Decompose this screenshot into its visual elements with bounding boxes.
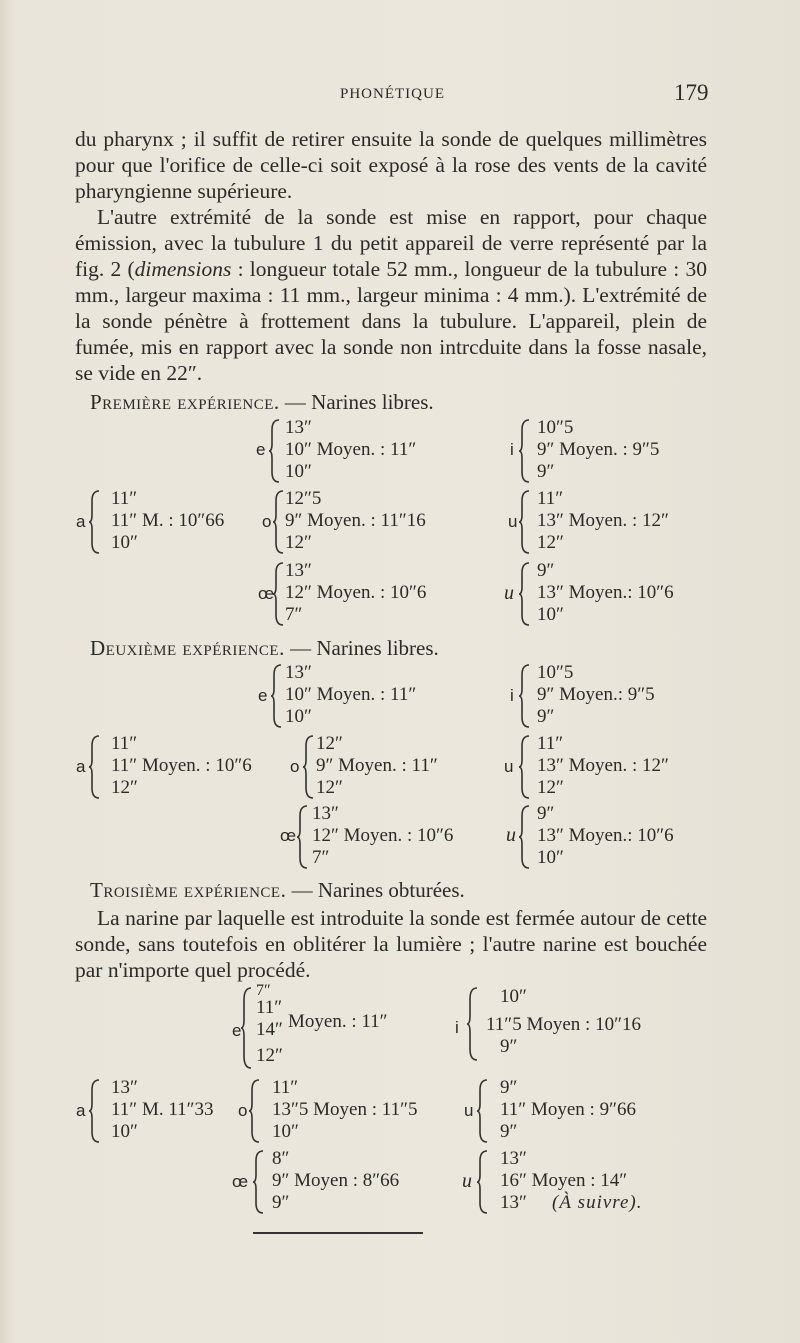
exp2-u-italic-brace [518, 804, 532, 870]
exp3-i-line2: 11″5 Moyen : 10″16 [486, 1014, 641, 1035]
exp3-u-italic-label: u [462, 1170, 472, 1192]
exp2-u-italic-line1: 9″ [537, 803, 555, 824]
exp1-o-label: o [262, 512, 272, 531]
exp3-u-line3: 9″ [500, 1121, 518, 1142]
exp2-a-line3: 12″ [111, 777, 138, 798]
exp1-e-line2: 10″ Moyen. : 11″ [285, 439, 417, 460]
exp1-oe-line3: 7″ [285, 604, 303, 625]
exp3-oe-line2: 9″ Moyen : 8″66 [272, 1170, 400, 1191]
exp2-u-italic-line3: 10″ [537, 847, 564, 868]
exp1-u-line1: 11″ [537, 488, 564, 509]
exp2-o-brace [302, 734, 316, 800]
exp3-o-brace [248, 1078, 262, 1144]
exp2-a-label: a [76, 757, 86, 776]
exp3-i-line3: 9″ [500, 1036, 518, 1057]
exp2-oe-label: œ [280, 826, 297, 845]
exp3-u-line2: 11″ Moyen : 9″66 [500, 1099, 636, 1120]
exp1-u-italic-line1: 9″ [537, 560, 555, 581]
exp2-e-label: e [258, 686, 268, 705]
exp2-oe-line2: 12″ Moyen. : 10″6 [312, 825, 454, 846]
exp1-i-line2: 9″ Moyen. : 9″5 [537, 439, 660, 460]
experiment-2-heading: Deuxième expérience. — Narines libres. [90, 636, 439, 660]
exp1-o-brace [272, 489, 286, 555]
exp2-e-line2: 10″ Moyen. : 11″ [285, 684, 417, 705]
page-number: 179 [674, 80, 709, 105]
exp3-a-line2: 11″ M. 11″33 [111, 1099, 214, 1120]
exp3-u-brace [476, 1078, 490, 1144]
exp2-e-line3: 10″ [285, 706, 312, 727]
exp1-u-line2: 13″ Moyen. : 12″ [537, 510, 669, 531]
exp3-e-line2a: 14″ [256, 1019, 283, 1040]
exp2-o-line1: 12″ [316, 733, 343, 754]
exp1-oe-line1: 13″ [285, 560, 312, 581]
experiment-1-heading: Première expérience. — Narines libres. [90, 390, 434, 414]
exp2-u-line3: 12″ [537, 777, 564, 798]
exp3-a-label: a [76, 1101, 86, 1120]
exp2-i-line1: 10″5 [537, 662, 574, 683]
exp1-a-line1: 11″ [111, 488, 138, 509]
running-head: PHONÉTIQUE [340, 86, 445, 102]
exp3-a-line3: 10″ [111, 1121, 138, 1142]
paragraph-3: La narine par laquelle est introduite la sonde est fermée autour de cette sonde, sans toutefois en oblitérer la lumière ; l'autre narine est bouchée par n'importe quel procédé. [75, 906, 707, 982]
exp3-oe-label: œ [232, 1172, 249, 1191]
exp1-u-italic-brace [518, 561, 532, 627]
exp2-i-line3: 9″ [537, 706, 555, 727]
exp3-a-line1: 13″ [111, 1077, 138, 1098]
exp1-i-brace [518, 418, 532, 484]
exp1-a-label: a [76, 512, 86, 531]
exp1-e-line1: 13″ [285, 417, 312, 438]
exp3-u-italic-line2: 16″ Moyen : 14″ [500, 1170, 628, 1191]
exp1-u-italic-line2: 13″ Moyen.: 10″6 [537, 582, 674, 603]
exp1-o-line1: 12″5 [285, 488, 322, 509]
paragraph-2: L'autre extrémité de la sonde est mise en rapport, pour chaque émission, avec la tubulure 1 du petit appareil de verre représenté par la fig. 2 (dimensions : longueur totale 52 mm., longueur de la tubulure : 30 mm., largeur maxima : 11 mm., largeur minima : 4 mm.). L'extrémité de la sonde pénètre à frottement dans la tubulure. L'appareil, plein de fumée, mis en rapport avec la sonde non intrcduite dans la fosse nasale, se vide en 22″. [75, 205, 707, 385]
exp1-u-line3: 12″ [537, 532, 564, 553]
exp1-i-line1: 10″5 [537, 417, 574, 438]
body-text-top [75, 126, 707, 386]
exp1-a-brace [88, 489, 102, 555]
exp2-i-label: i [510, 686, 514, 705]
exp1-a-line3: 10″ [111, 532, 138, 553]
exp3-a-brace [88, 1078, 102, 1144]
exp2-u-label: u [504, 757, 514, 776]
exp2-i-brace [518, 663, 532, 729]
exp1-e-brace [268, 418, 282, 484]
exp1-a-line2: 11″ M. : 10″66 [111, 510, 225, 531]
exp2-oe-line3: 7″ [312, 847, 330, 868]
exp3-oe-line1: 8″ [272, 1148, 290, 1169]
exp3-u-italic-line1: 13″ [500, 1148, 527, 1169]
page-header [0, 80, 800, 110]
exp2-e-line1: 13″ [285, 662, 312, 683]
exp3-o-label: o [238, 1101, 248, 1120]
exp3-o-line1: 11″ [272, 1077, 299, 1098]
exp1-u-italic-line3: 10″ [537, 604, 564, 625]
exp2-u-line1: 11″ [537, 733, 564, 754]
to-be-continued: (À suivre). [552, 1192, 643, 1213]
exp1-o-line3: 12″ [285, 532, 312, 553]
exp3-i-brace [466, 986, 480, 1062]
exp3-u-label: u [464, 1101, 474, 1120]
exp2-e-brace [270, 663, 284, 729]
exp3-e-line2b: Moyen. : 11″ [288, 1011, 388, 1032]
exp2-oe-line1: 13″ [312, 803, 339, 824]
exp3-e-brace [240, 986, 254, 1070]
exp1-oe-line2: 12″ Moyen. : 10″6 [285, 582, 427, 603]
exp3-o-line3: 10″ [272, 1121, 299, 1142]
exp3-oe-line3: 9″ [272, 1192, 290, 1213]
exp3-e-line1: 11″ [256, 997, 283, 1018]
exp3-e-line3: 12″ [256, 1045, 283, 1066]
exp2-a-brace [88, 734, 102, 800]
exp3-oe-brace [252, 1149, 266, 1215]
exp2-o-line2: 9″ Moyen. : 11″ [316, 755, 438, 776]
exp3-o-line2: 13″5 Moyen : 11″5 [272, 1099, 418, 1120]
paragraph-1: du pharynx ; il suffit de retirer ensuite la sonde de quelques millimètres pour que l'orifice de celle-ci soit exposé à la rose des vents de la cavité pharyngienne supérieure. [75, 127, 707, 203]
exp3-u-line1: 9″ [500, 1077, 518, 1098]
exp1-u-italic-label: u [504, 582, 514, 604]
exp2-u-brace [518, 734, 532, 800]
exp1-e-label: e [256, 440, 266, 459]
exp3-u-italic-brace [476, 1149, 490, 1215]
exp3-e-line0: 7″ [256, 982, 271, 999]
exp1-i-line3: 9″ [537, 461, 555, 482]
exp2-u-line2: 13″ Moyen. : 12″ [537, 755, 669, 776]
experiment-3-heading: Troisième expérience. — Narines obturées. [90, 878, 465, 902]
exp1-o-line2: 9″ Moyen. : 11″16 [285, 510, 426, 531]
exp1-u-label: u [508, 512, 518, 531]
exp2-i-line2: 9″ Moyen.: 9″5 [537, 684, 655, 705]
exp2-a-line1: 11″ [111, 733, 138, 754]
exp2-u-italic-label: u [506, 824, 516, 846]
exp3-i-label: i [455, 1018, 459, 1037]
exp2-o-label: o [290, 757, 300, 776]
exp1-e-line3: 10″ [285, 461, 312, 482]
section-rule [253, 1232, 423, 1234]
exp2-oe-brace [296, 804, 310, 870]
exp2-o-line3: 12″ [316, 777, 343, 798]
exp2-u-italic-line2: 13″ Moyen.: 10″6 [537, 825, 674, 846]
exp1-i-label: i [510, 440, 514, 459]
exp1-oe-brace [272, 561, 286, 627]
exp3-i-line1: 10″ [500, 986, 527, 1007]
exp1-u-brace [518, 489, 532, 555]
exp1-oe-label: œ [258, 584, 275, 603]
exp2-a-line2: 11″ Moyen. : 10″6 [111, 755, 252, 776]
exp3-e-label: e [232, 1021, 242, 1040]
exp3-u-italic-line3a: 13″ [500, 1192, 527, 1213]
body-text-bottom [75, 905, 707, 983]
